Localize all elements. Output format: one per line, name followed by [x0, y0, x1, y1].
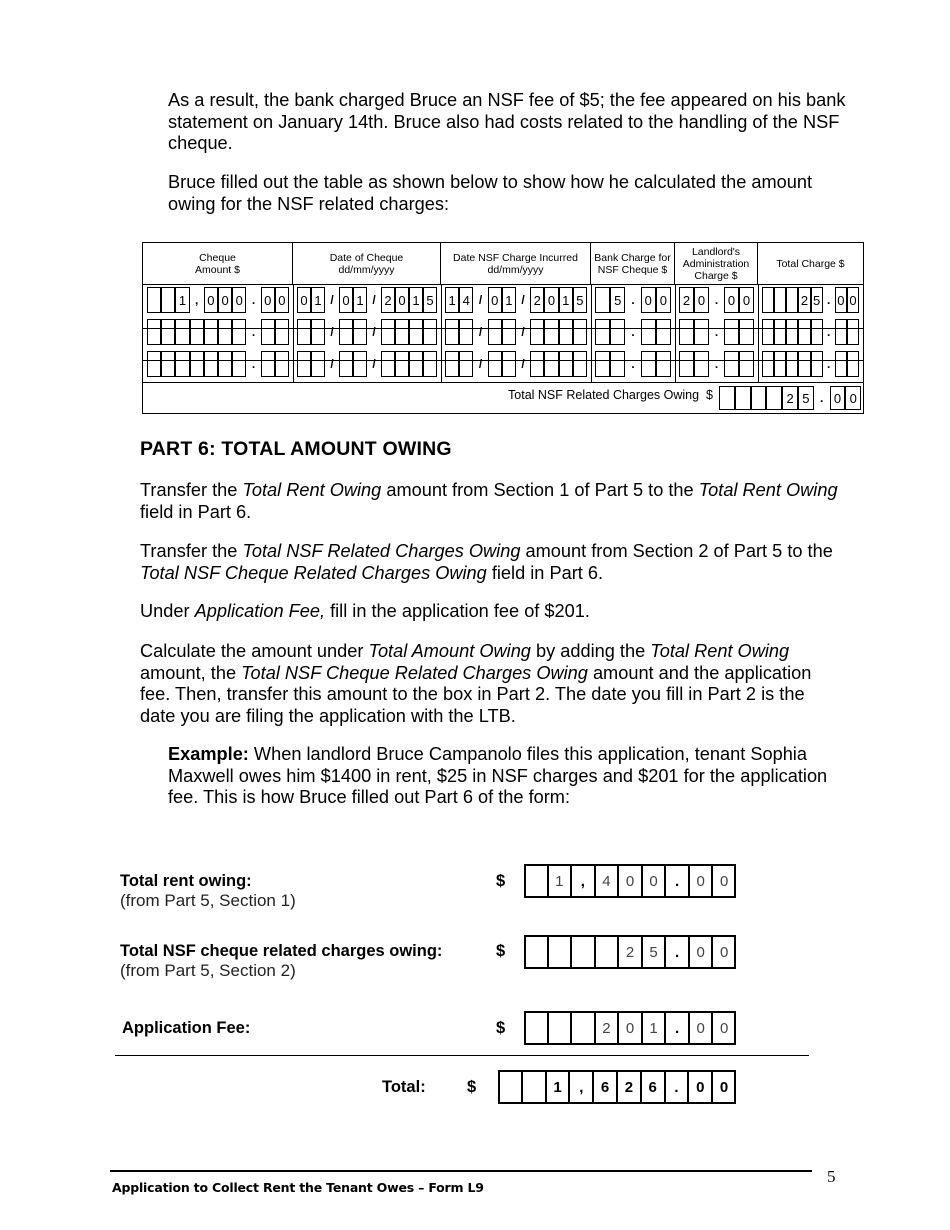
digit-cell: 0 — [232, 287, 246, 313]
fee-amount-digit: 0 — [689, 1011, 713, 1045]
example-paragraph — [168, 744, 848, 809]
digit-cell — [409, 319, 423, 345]
digit-cell — [204, 351, 218, 377]
digit-cell — [559, 319, 573, 345]
digit-cell — [409, 351, 423, 377]
digit-cell — [232, 319, 246, 345]
digit-cell — [381, 319, 395, 345]
digit-separator: . — [714, 293, 719, 307]
nsf-total-digit: 0 — [830, 386, 846, 410]
nsf-dollar-sign: $ — [496, 942, 506, 960]
digit-cell — [724, 351, 739, 377]
nsf-total-digit — [751, 386, 767, 410]
fee-dollar-sign: $ — [496, 1019, 506, 1037]
fee-amount-digit — [571, 1011, 595, 1045]
nsf-total-digit — [735, 386, 751, 410]
fee-amount-digit: 2 — [595, 1011, 619, 1045]
digit-cell — [559, 351, 573, 377]
digit-cell: 0 — [218, 287, 232, 313]
digit-cell: 0 — [694, 287, 709, 313]
digit-cell — [544, 319, 558, 345]
italic-term: Total NSF Cheque Related Charges Owing — [241, 662, 588, 683]
fee-amount-digit: 0 — [618, 1011, 642, 1045]
text-run: Transfer the — [140, 480, 243, 500]
digit-cell: 0 — [275, 287, 289, 313]
nsf-amount-digit — [524, 935, 548, 969]
nsf-amount-digit — [595, 935, 619, 969]
digit-separator: / — [372, 293, 376, 307]
digit-cell: 0 — [656, 287, 671, 313]
digit-cell — [218, 319, 232, 345]
digit-cell — [311, 319, 325, 345]
rent-amount-digit: 0 — [618, 864, 642, 898]
digit-cell — [610, 351, 625, 377]
fee-label-group — [122, 1019, 250, 1038]
nsf-total-digit: 0 — [845, 386, 861, 410]
digit-cell — [339, 351, 353, 377]
footer-title: Application to Collect Rent the Tenant Owes – Form L9 — [112, 1180, 484, 1195]
digit-cell — [786, 351, 798, 377]
nsf-owing-label: Total NSF cheque related charges owing: — [120, 942, 443, 960]
digit-cell — [190, 351, 204, 377]
digit-cell — [739, 319, 754, 345]
digit-cell: 0 — [339, 287, 353, 313]
digit-cell — [190, 319, 204, 345]
digit-separator: / — [521, 325, 525, 339]
digit-cell — [218, 351, 232, 377]
digit-cell — [595, 319, 610, 345]
digit-cell — [147, 351, 161, 377]
digit-cell: 0 — [724, 287, 739, 313]
digit-cell: 1 — [409, 287, 423, 313]
rent-sublabel: (from Part 5, Section 1) — [120, 891, 296, 910]
digit-cell — [641, 319, 656, 345]
digit-cell — [798, 319, 810, 345]
nsf-label-group — [120, 942, 442, 981]
digit-cell — [161, 319, 175, 345]
digit-separator: / — [330, 357, 334, 371]
digit-cell — [147, 319, 161, 345]
table-row-divider — [143, 284, 863, 285]
nsf-charges-table — [142, 242, 864, 414]
digit-cell: 0 — [641, 287, 656, 313]
digit-cell — [679, 351, 694, 377]
page-number: 5 — [827, 1167, 836, 1186]
rent-label-group — [120, 872, 296, 911]
nsf-total-digit — [766, 386, 782, 410]
digit-cell — [275, 351, 289, 377]
digit-cell: 5 — [811, 287, 823, 313]
table-column-divider — [758, 284, 759, 382]
digit-cell — [204, 319, 218, 345]
digit-cell — [694, 319, 709, 345]
total-amount-digit: 6 — [641, 1070, 665, 1104]
digit-separator: . — [827, 325, 831, 339]
nsf-amount-digit: 2 — [618, 935, 642, 969]
digit-cell — [261, 319, 275, 345]
text-run: field in Part 6. — [140, 501, 252, 522]
digit-cell — [275, 319, 289, 345]
text-run: field in Part 6. — [486, 562, 604, 583]
digit-cell: 1 — [175, 287, 189, 313]
digit-separator: . — [827, 293, 831, 307]
intro-paragraph-2: Bruce filled out the table as shown below to show how he calculated the amount owing for the NSF related charges: — [168, 172, 813, 214]
digit-cell — [798, 351, 810, 377]
digit-cell — [232, 351, 246, 377]
digit-cell: 0 — [847, 287, 859, 313]
digit-cell — [835, 319, 847, 345]
total-amount-digit: 1 — [546, 1070, 570, 1104]
rent-label: Total rent owing: — [120, 872, 252, 890]
total-label-group — [382, 1078, 426, 1097]
digit-cell — [811, 319, 823, 345]
digit-cell — [445, 351, 459, 377]
digit-cell — [656, 319, 671, 345]
digit-cell — [786, 319, 798, 345]
digit-cell: 4 — [459, 287, 473, 313]
digit-cell — [423, 351, 437, 377]
digit-cell — [774, 351, 786, 377]
digit-cell — [774, 319, 786, 345]
fee-amount-digit: 1 — [642, 1011, 666, 1045]
digit-separator: . — [631, 325, 635, 339]
digit-cell — [595, 287, 610, 313]
nsf-amount-digit: 5 — [642, 935, 666, 969]
digit-cell — [530, 351, 544, 377]
digit-cell — [161, 287, 175, 313]
table-column-divider — [675, 284, 676, 382]
digit-cell — [610, 319, 625, 345]
digit-cell — [595, 351, 610, 377]
part6-paragraph-1 — [140, 480, 840, 523]
digit-separator: / — [478, 325, 483, 339]
digit-separator: , — [569, 1070, 593, 1104]
nsf-owing-sublabel: (from Part 5, Section 2) — [120, 961, 296, 980]
text-run: fill in the application fee of $201. — [325, 601, 590, 621]
digit-cell — [811, 351, 823, 377]
footer-rule — [110, 1170, 812, 1172]
digit-separator: . — [820, 391, 824, 405]
example-label: Example: — [168, 744, 249, 764]
digit-cell — [459, 319, 473, 345]
digit-cell — [381, 351, 395, 377]
nsf-table-header: Bank Charge for NSF Cheque $ — [591, 243, 675, 284]
italic-term: Total Rent Owing — [698, 480, 838, 500]
text-run: Calculate the amount under — [140, 641, 369, 661]
digit-cell — [530, 319, 544, 345]
digit-cell: 0 — [544, 287, 558, 313]
total-amount-digit — [522, 1070, 546, 1104]
digit-separator: / — [372, 325, 376, 339]
digit-separator: . — [631, 357, 635, 371]
digit-cell — [847, 319, 859, 345]
nsf-total-digit: 5 — [798, 386, 814, 410]
digit-cell — [762, 287, 774, 313]
digit-separator: . — [631, 293, 635, 307]
digit-separator: . — [665, 1011, 689, 1045]
digit-cell: 5 — [423, 287, 437, 313]
part6-paragraph-2 — [140, 541, 840, 584]
digit-separator: . — [665, 1070, 689, 1104]
digit-separator: . — [251, 357, 256, 371]
intro-paragraph-1: As a result, the bank charged Bruce an NSF fee of $5; the fee appeared on his bank statement on January 14th. Bruce also had costs related to the handling of the NSF cheque. — [168, 90, 846, 153]
digit-cell — [261, 351, 275, 377]
digit-cell — [175, 351, 189, 377]
italic-term: Total Rent Owing — [650, 641, 790, 661]
digit-cell — [339, 319, 353, 345]
digit-separator: / — [521, 357, 525, 371]
nsf-table-header: Cheque Amount $ — [143, 243, 293, 284]
digit-cell — [679, 319, 694, 345]
digit-cell — [739, 351, 754, 377]
text-run: amount from Section 2 of Part 5 to the — [520, 541, 833, 561]
digit-cell — [488, 319, 502, 345]
digit-separator: . — [665, 935, 689, 969]
fee-amount-digit — [548, 1011, 572, 1045]
digit-cell — [147, 287, 161, 313]
digit-cell: 5 — [573, 287, 587, 313]
total-amount-digit — [498, 1070, 522, 1104]
part6-heading: PART 6: TOTAL AMOUNT OWING — [140, 438, 452, 460]
digit-cell — [395, 351, 409, 377]
digit-cell — [544, 351, 558, 377]
table-row-divider — [143, 382, 863, 383]
digit-cell — [502, 351, 516, 377]
digit-cell: 1 — [445, 287, 459, 313]
digit-separator: / — [330, 325, 334, 339]
digit-separator: , — [571, 864, 595, 898]
digit-cell — [459, 351, 473, 377]
text-run: Transfer the — [140, 541, 243, 561]
digit-cell — [641, 351, 656, 377]
italic-term: Application Fee, — [194, 601, 326, 621]
digit-cell — [175, 319, 189, 345]
digit-separator: . — [714, 357, 719, 371]
fee-label: Application Fee: — [122, 1019, 251, 1037]
nsf-table-header: Landlord's Administration Charge $ — [675, 243, 758, 284]
digit-cell — [694, 351, 709, 377]
digit-separator: , — [195, 293, 199, 307]
digit-cell — [502, 319, 516, 345]
digit-cell: 0 — [488, 287, 502, 313]
digit-cell — [353, 319, 367, 345]
digit-cell — [423, 319, 437, 345]
total-amount-digit: 2 — [617, 1070, 641, 1104]
digit-cell — [762, 351, 774, 377]
nsf-amount-digit: 0 — [689, 935, 713, 969]
digit-cell: 0 — [395, 287, 409, 313]
digit-cell — [488, 351, 502, 377]
digit-separator: / — [478, 293, 483, 307]
nsf-amount-digit — [571, 935, 595, 969]
digit-cell: 5 — [610, 287, 625, 313]
digit-cell — [774, 287, 786, 313]
digit-cell: 2 — [798, 287, 810, 313]
digit-separator: / — [330, 293, 334, 307]
digit-separator: / — [478, 357, 483, 371]
digit-cell — [353, 351, 367, 377]
digit-cell — [835, 351, 847, 377]
digit-cell — [724, 319, 739, 345]
digit-cell: 0 — [297, 287, 311, 313]
text-run: amount from Section 1 of Part 5 to the — [381, 480, 699, 500]
table-column-divider — [441, 284, 442, 382]
nsf-total-label: Total NSF Related Charges Owing $ — [508, 388, 713, 402]
text-run: by adding the — [530, 641, 651, 661]
digit-cell — [786, 287, 798, 313]
digit-separator: / — [372, 357, 376, 371]
total-amount-digit: 6 — [593, 1070, 617, 1104]
digit-cell: 1 — [502, 287, 516, 313]
rent-amount-digit: 0 — [712, 864, 736, 898]
fee-amount-digit — [524, 1011, 548, 1045]
italic-term: Total NSF Related Charges Owing — [242, 541, 521, 561]
total-dollar-sign: $ — [467, 1078, 477, 1096]
digit-cell — [762, 319, 774, 345]
digit-separator: / — [521, 293, 525, 307]
digit-separator: . — [251, 293, 256, 307]
digit-cell — [297, 319, 311, 345]
italic-term: Total Amount Owing — [368, 641, 531, 661]
digit-cell: 0 — [261, 287, 275, 313]
digit-cell — [161, 351, 175, 377]
digit-separator: . — [251, 325, 256, 339]
digit-cell — [311, 351, 325, 377]
nsf-amount-digit: 0 — [712, 935, 736, 969]
digit-cell: 2 — [679, 287, 694, 313]
digit-cell: 0 — [739, 287, 754, 313]
example-text: When landlord Bruce Campanolo files this application, tenant Sophia Maxwell owes him $1400 in rent, $25 in NSF charges and $201 for the application fee. This is how Bruce filled out Part 6 of the form: — [168, 744, 828, 807]
rent-dollar-sign: $ — [496, 872, 506, 890]
digit-cell — [395, 319, 409, 345]
part6-paragraph-3 — [140, 601, 840, 623]
digit-cell — [656, 351, 671, 377]
text-run: amount, the — [140, 662, 242, 683]
table-column-divider — [591, 284, 592, 382]
part6-paragraph-4 — [140, 641, 840, 727]
total-amount-digit: 0 — [712, 1070, 736, 1104]
digit-separator: . — [665, 864, 689, 898]
digit-cell: 0 — [204, 287, 218, 313]
rent-amount-digit: 4 — [595, 864, 619, 898]
fee-amount-digit: 0 — [712, 1011, 736, 1045]
digit-cell: 2 — [381, 287, 395, 313]
digit-cell: 1 — [559, 287, 573, 313]
digit-separator: . — [827, 357, 831, 371]
rent-amount-digit: 1 — [548, 864, 572, 898]
nsf-table-header: Date of Cheque dd/mm/yyyy — [293, 243, 441, 284]
italic-term: Total NSF Cheque Related Charges Owing — [140, 562, 487, 583]
digit-cell: 2 — [530, 287, 544, 313]
nsf-table-header: Date NSF Charge Incurred dd/mm/yyyy — [441, 243, 591, 284]
nsf-amount-digit — [548, 935, 572, 969]
total-amount-digit: 0 — [688, 1070, 712, 1104]
rent-amount-digit: 0 — [689, 864, 713, 898]
digit-cell — [573, 351, 587, 377]
digit-cell — [573, 319, 587, 345]
total-divider — [115, 1055, 809, 1056]
digit-cell: 0 — [835, 287, 847, 313]
text-run: amount and the application fee. Then, transfer this amount to the box in Part 2. The date you fill in Part 2 is the date you are filing the application with the LTB. — [140, 662, 812, 726]
nsf-total-digit: 2 — [782, 386, 798, 410]
italic-term: Total Rent Owing — [242, 480, 382, 500]
digit-separator: . — [714, 325, 719, 339]
digit-cell — [445, 319, 459, 345]
text-run: Under — [140, 601, 195, 621]
nsf-total-digit — [719, 386, 735, 410]
table-column-divider — [293, 284, 294, 382]
nsf-table-header: Total Charge $ — [776, 257, 845, 270]
digit-cell — [847, 351, 859, 377]
digit-cell: 1 — [311, 287, 325, 313]
digit-cell: 1 — [353, 287, 367, 313]
rent-amount-digit: 0 — [642, 864, 666, 898]
rent-amount-digit — [524, 864, 548, 898]
digit-cell — [297, 351, 311, 377]
form-total-label: Total: — [382, 1078, 426, 1096]
